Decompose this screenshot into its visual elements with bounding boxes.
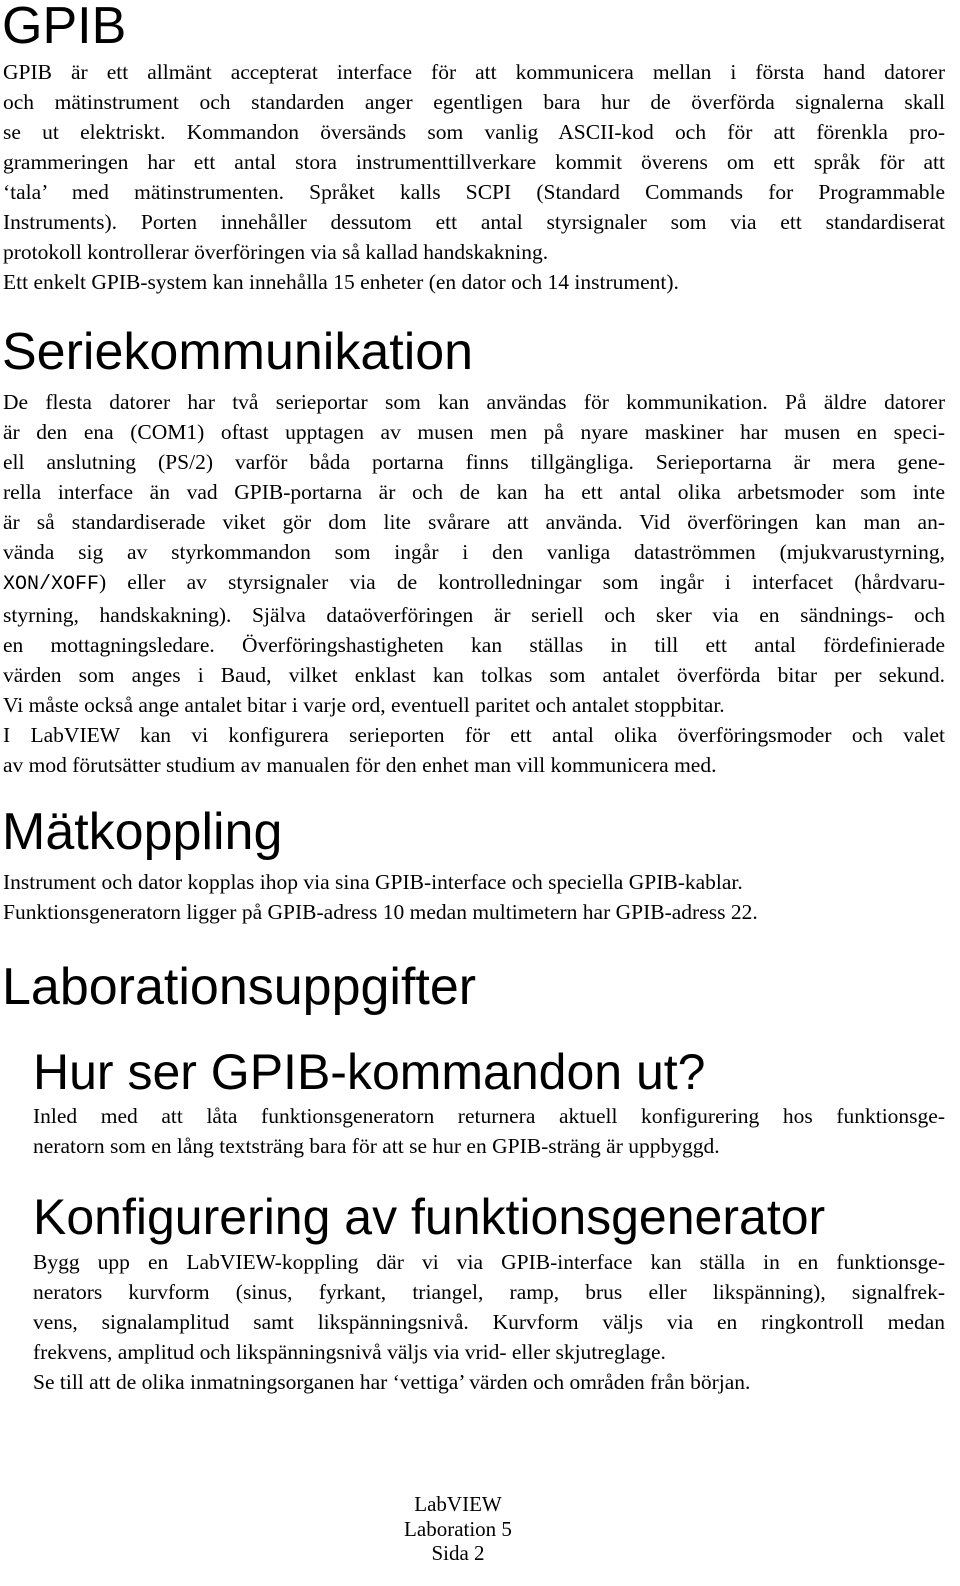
footer-title: LabVIEW [414,1492,502,1516]
text-line: Funktionsgeneratorn ligger på GPIB-adress 10 medan multimetern har GPIB-adress 22. [3,900,758,924]
text-line: I LabVIEW kan vi konfigurera serieporten för ett antal olika överföringsmoder och valet [3,723,945,747]
text-line: av mod förutsätter studium av manualen för den enhet man vill kommunicera med. [3,753,717,777]
heading-hur-ser-gpib-kommandon-ut: Hur ser GPIB-kommandon ut? [33,1044,706,1100]
heading-seriekommunikation: Seriekommunikation [2,323,474,381]
text-line: neratorn som en lång textsträng bara för att se hur en GPIB-sträng är uppbyggd. [33,1134,720,1158]
footer-page-number: Sida 2 [431,1541,485,1565]
text-line: styrning, handskakning). Själva dataöverföringen är seriell och sker via en sändnings- och [3,603,945,627]
text-line: ell anslutning (PS/2) varför båda portarna finns tillgängliga. Serieportarna är mera gene- [3,450,945,474]
text-line: vända sig av styrkommandon som ingår i den vanliga dataströmmen (mjukvarustyrning, [3,540,945,564]
text-line: frekvens, amplitud och likspänningsnivå väljs via vrid- eller skjutreglage. [33,1340,666,1364]
text-line: värden som anges i Baud, vilket enklast kan tolkas som antalet överförda bitar per sekund. [3,663,945,687]
code-xon-xoff: XON/XOFF [3,573,100,596]
text-segment: ) eller av styrsignaler via de kontrolledningar som ingår i interfacet (hårdvaru- [99,570,945,594]
heading-konfigurering-av-funktionsgenerator: Konfigurering av funktionsgenerator [33,1189,826,1245]
text-line: ‘tala’ med mätinstrumenten. Språket kalls SCPI (Standard Commands for Programmable [3,180,945,204]
page-footer [0,1492,916,1566]
heading-laborationsuppgifter: Laborationsuppgifter [2,958,477,1016]
paragraph-gpib [3,57,945,297]
paragraph-hur-ser-gpib-kommandon-ut [33,1101,945,1161]
heading-gpib: GPIB [2,0,127,55]
text-line: se ut elektriskt. Kommandon översänds som vanlig ASCII-kod och för att förenkla pro- [3,120,945,144]
text-line: Se till att de olika inmatningsorganen har ‘vettiga’ värden och områden från början. [33,1370,751,1394]
text-line: är så standardiserade viket gör dom lite svårare att använda. Vid överföringen kan man an- [3,510,945,534]
text-line: en mottagningsledare. Överföringshastigheten kan ställas in till ett antal fördefinierade [3,633,945,657]
text-line: Instrument och dator kopplas ihop via sina GPIB-interface och speciella GPIB-kablar. [3,870,743,894]
text-line: Bygg upp en LabVIEW-koppling där vi via GPIB-interface kan ställa in en funktionsge- [33,1250,945,1274]
text-line: nerators kurvform (sinus, fyrkant, triangel, ramp, brus eller likspänning), signalfrek- [33,1280,945,1304]
footer-lab-number: Laboration 5 [404,1516,512,1541]
text-line: Vi måste också ange antalet bitar i varje ord, eventuell paritet och antalet stoppbitar. [3,693,725,717]
text-line: Ett enkelt GPIB-system kan innehålla 15 enheter (en dator och 14 instrument). [3,270,679,294]
text-line: grammeringen har ett antal stora instrumenttillverkare kommit överens om ett språk för att [3,150,945,174]
text-line [3,567,945,600]
text-line: protokoll kontrollerar överföringen via så kallad handskakning. [3,240,549,264]
text-line: De flesta datorer har två serieportar som kan användas för kommunikation. På äldre datorer [3,390,945,414]
paragraph-matkoppling [3,867,945,927]
text-line: GPIB är ett allmänt accepterat interface för att kommunicera mellan i första hand datorer [3,60,945,84]
text-line: och mätinstrument och standarden anger egentligen bara hur de överförda signalerna skall [3,90,945,114]
text-line: Instruments). Porten innehåller dessutom ett antal styrsignaler som via ett standardiserat [3,210,945,234]
heading-matkoppling: Mätkoppling [2,803,283,861]
text-line: Inled med att låta funktionsgeneratorn returnera aktuell konfigurering hos funktionsge- [33,1104,945,1128]
text-line: rella interface än vad GPIB-portarna är och de kan ha ett antal olika arbetsmoder som inte [3,480,945,504]
text-line: är den ena (COM1) oftast upptagen av musen men på nyare maskiner har musen en speci- [3,420,945,444]
text-line: vens, signalamplitud samt likspänningsnivå. Kurvform väljs via en ringkontroll medan [33,1310,945,1334]
paragraph-seriekommunikation [3,387,945,780]
paragraph-konfigurering-av-funktionsgenerator [33,1247,945,1397]
